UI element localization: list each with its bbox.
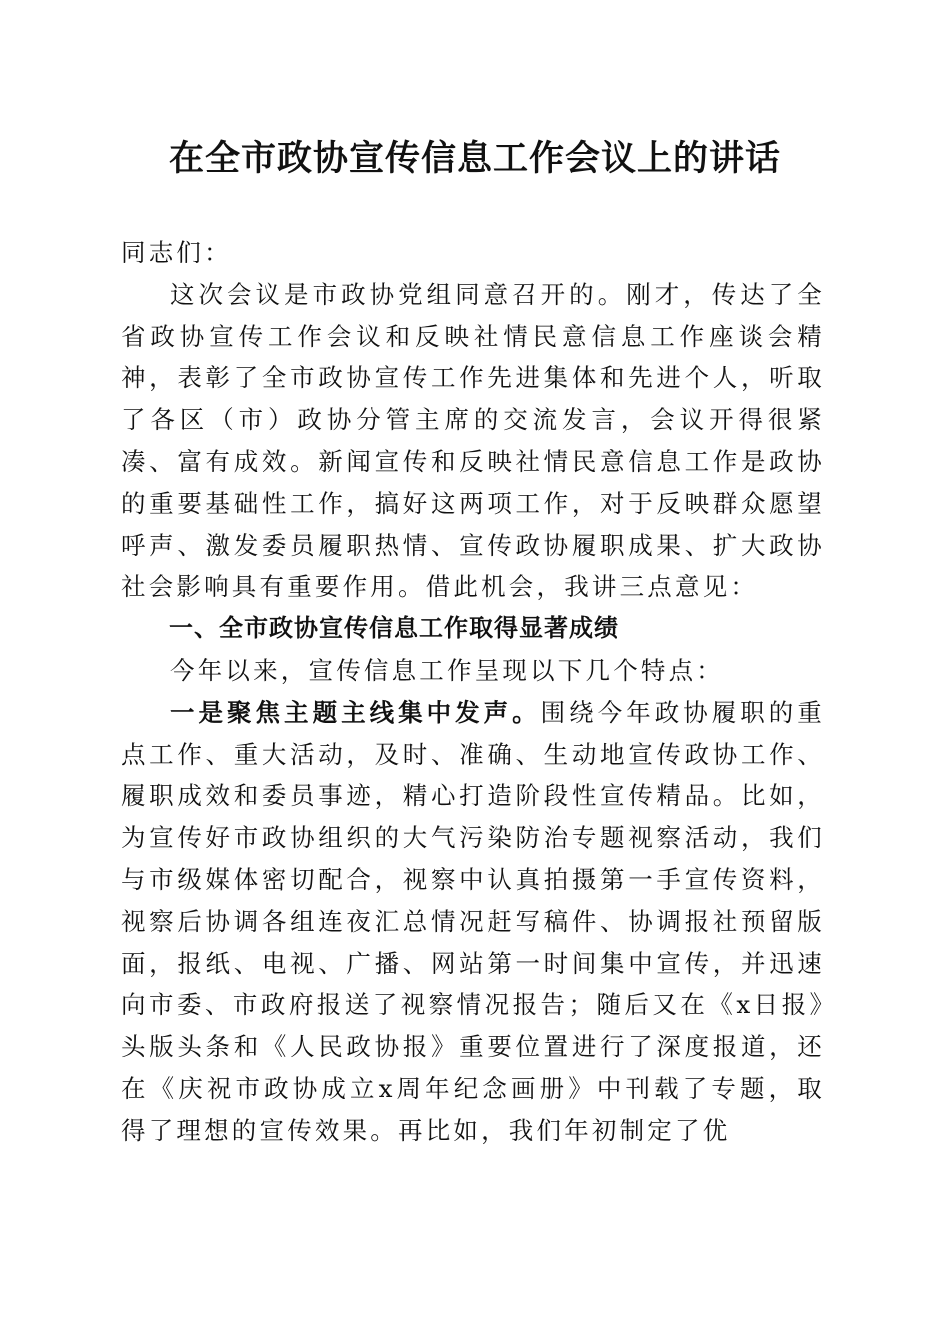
section-heading-1: 一、全市政协宣传信息工作取得显著成绩 — [169, 614, 619, 643]
document-title: 在全市政协宣传信息工作会议上的讲话 — [168, 138, 781, 179]
salutation: 同志们： — [121, 238, 232, 267]
section-intro-paragraph: 今年以来，宣传信息工作呈现以下几个特点： — [170, 655, 724, 685]
point-1-lead: 一是聚焦主题主线集中发声。 — [170, 697, 541, 727]
point-1-paragraph — [121, 692, 825, 1152]
document-body — [121, 232, 825, 1152]
intro-paragraph: 这次会议是市政协党组同意召开的。刚才，传达了全省政协宣传工作会议和反映社情民意信息工作座谈会精神，表彰了全市政协宣传工作先进集体和先进个人，听取了各区（市）政协分管主席的交流发言，会议开得很紧凑、富有成效。新闻宣传和反映社情民意信息工作是政协的重要基础性工作，搞好这两项工作，对于反映群众愿望呼声、激发委员履职热情、宣传政协履职成果、扩大政协社会影响具有重要作用。借此机会，我讲三点意见： — [121, 279, 825, 602]
point-1-text: 围绕今年政协履职的重点工作、重大活动，及时、准确、生动地宣传政协工作、履职成效和委员事迹，精心打造阶段性宣传精品。比如，为宣传好市政协组织的大气污染防治专题视察活动，我们与市级媒体密切配合，视察中认真拍摄第一手宣传资料，视察后协调各组连夜汇总情况赶写稿件、协调报社预留版面，报纸、电视、广播、网站第一时间集中宣传，并迅速向市委、市政府报送了视察情况报告；随后又在《x日报》头版头条和《人民政协报》重要位置进行了深度报道，还在《庆祝市政协成立x周年纪念画册》中刊载了专题，取得了理想的宣传效果。再比如，我们年初制定了优 — [121, 697, 825, 1145]
